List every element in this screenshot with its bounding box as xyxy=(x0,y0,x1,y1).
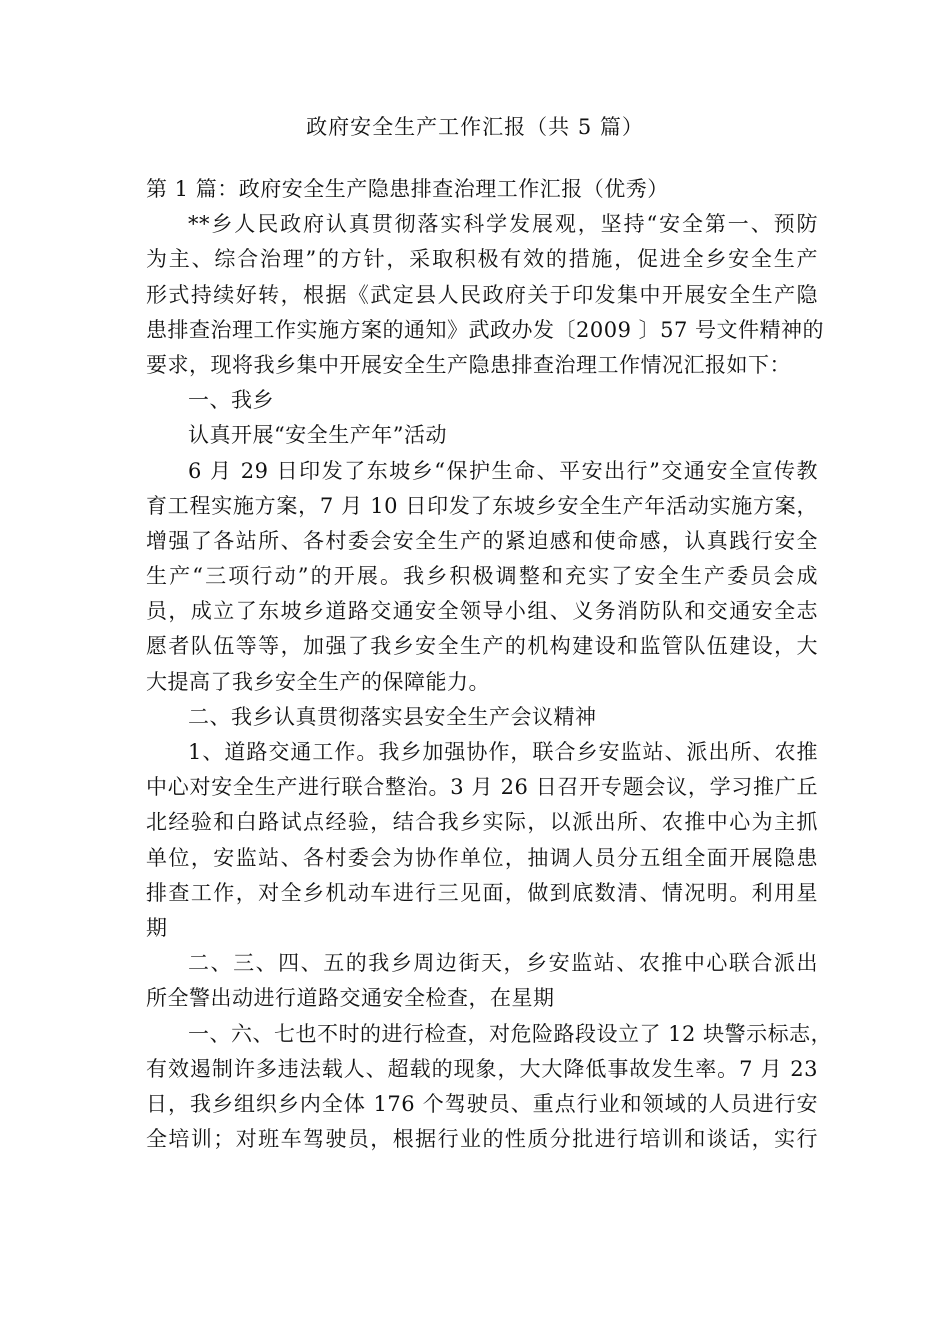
text-line: 有效遏制许多违法载人、超载的现象，大大降低事故发生率。7 月 23 xyxy=(146,1056,818,1081)
text-line: 第 1 篇：政府安全生产隐患排查治理工作汇报（优秀） xyxy=(146,177,669,201)
text-line: 期 xyxy=(146,915,168,940)
text-line: 二、我乡认真贯彻落实县安全生产会议精神 xyxy=(188,704,597,729)
text-line: 增强了各站所、各村委会安全生产的紧迫感和使命感，认真践行安全 xyxy=(146,528,818,553)
text-line: 单位，安监站、各村委会为协作单位，抽调人员分五组全面开展隐患 xyxy=(146,845,818,870)
text-line: 愿者队伍等等，加强了我乡安全生产的机构建设和监管队伍建设，大 xyxy=(146,634,818,659)
text-line: 一、六、七也不时的进行检查，对危险路段设立了 12 块警示标志， xyxy=(188,1021,833,1046)
text-line: 为主、综合治理”的方针，采取积极有效的措施，促进全乡安全生产 xyxy=(146,247,818,272)
text-line: 排查工作，对全乡机动车进行三见面，做到底数清、情况明。利用星 xyxy=(146,880,818,905)
text-line: 二、三、四、五的我乡周边街天，乡安监站、农推中心联合派出 xyxy=(188,951,818,976)
text-line: 患排查治理工作实施方案的通知》武政办发〔2009 〕57 号文件精神的 xyxy=(146,317,825,342)
text-line: 生产“三项行动”的开展。我乡积极调整和充实了安全生产委员会成 xyxy=(146,564,818,589)
text-line: 要求，现将我乡集中开展安全生产隐患排查治理工作情况汇报如下： xyxy=(146,352,791,377)
text-line: 所全警出动进行道路交通安全检查，在星期 xyxy=(146,986,555,1011)
text-line: 1、道路交通工作。我乡加强协作，联合乡安监站、派出所、农推 xyxy=(188,740,818,764)
document-body xyxy=(146,172,833,1157)
text-line: 育工程实施方案，7 月 10 日印发了东坡乡安全生产年活动实施方案， xyxy=(146,493,818,518)
text-line: 中心对安全生产进行联合整治。3 月 26 日召开专题会议，学习推广丘 xyxy=(146,775,818,800)
text-line: 形式持续好转，根据《武定县人民政府关于印发集中开展安全生产隐 xyxy=(146,282,818,307)
text-line: 大提高了我乡安全生产的保障能力。 xyxy=(146,669,490,694)
text-line: **乡人民政府认真贯彻落实科学发展观，坚持“安全第一、预防 xyxy=(188,212,818,237)
text-line: 日，我乡组织乡内全体 176 个驾驶员、重点行业和领域的人员进行安 xyxy=(146,1091,818,1116)
text-line: 一、我乡 xyxy=(188,388,274,413)
text-line: 认真开展“安全生产年”活动 xyxy=(188,423,447,448)
document-title: 政府安全生产工作汇报（共 5 篇） xyxy=(306,115,644,139)
text-line: 员，成立了东坡乡道路交通安全领导小组、义务消防队和交通安全志 xyxy=(146,599,818,624)
text-line: 北经验和白路试点经验，结合我乡实际，以派出所、农推中心为主抓 xyxy=(146,810,818,835)
text-line: 6 月 29 日印发了东坡乡“保护生命、平安出行”交通安全宣传教 xyxy=(188,458,818,483)
text-line: 全培训；对班车驾驶员，根据行业的性质分批进行培训和谈话，实行 xyxy=(146,1127,818,1152)
